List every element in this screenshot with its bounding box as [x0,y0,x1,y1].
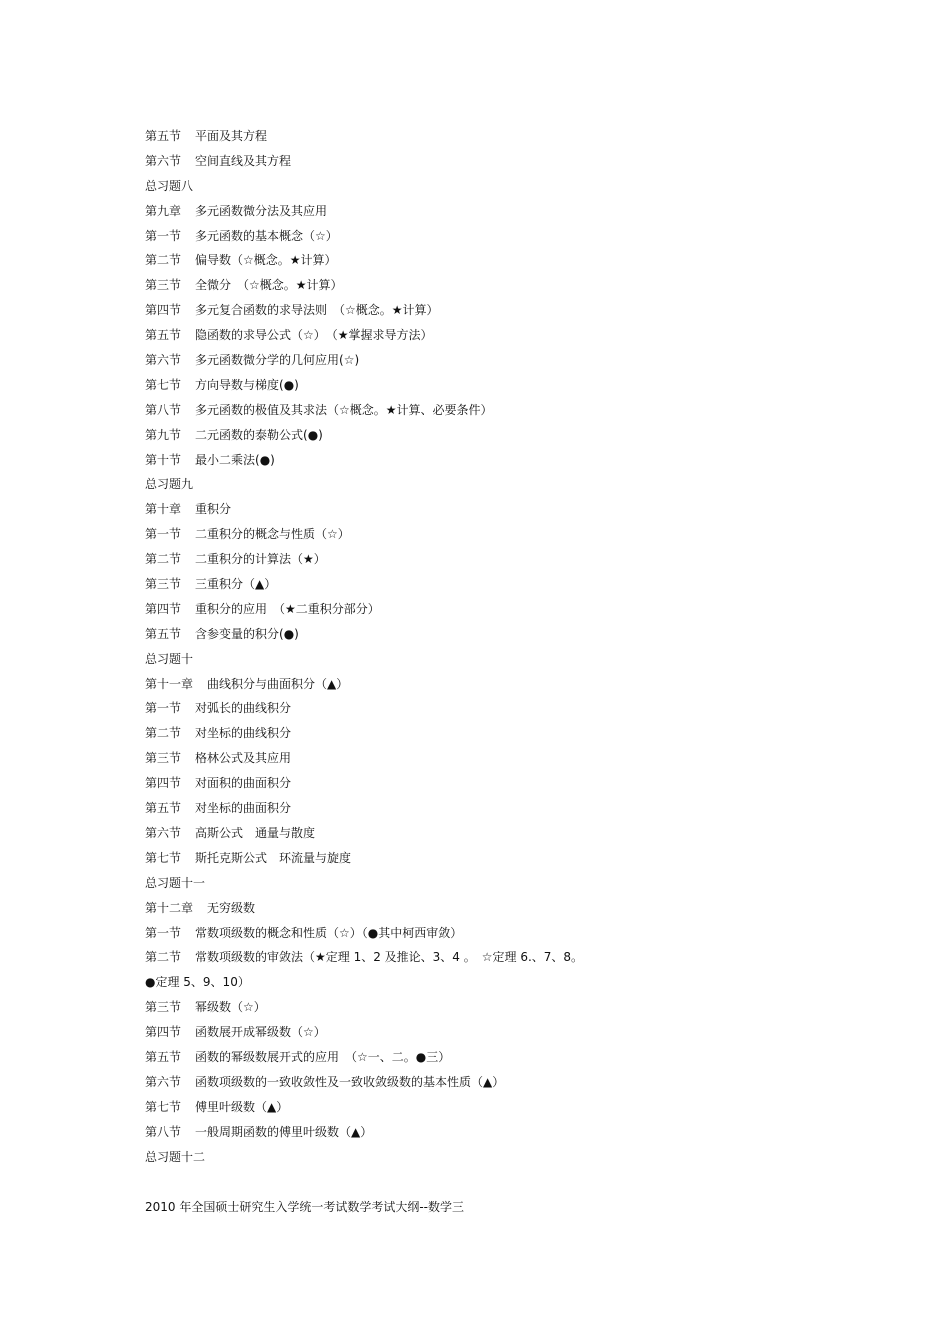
toc-entry-title: 函数的幂级数展开式的应用 （☆一、二。●三） [195,1049,451,1064]
toc-entry-number: 第五节 [145,1049,182,1064]
toc-entry [145,1074,845,1099]
toc-entry [145,700,845,725]
toc-entry-title: 含参变量的积分(●) [195,626,299,641]
toc-entry-number: 第二节 [145,552,182,567]
toc-entry-title: 二元函数的泰勒公式(●) [195,427,323,442]
toc-entry-number: 第六节 [145,1074,182,1089]
toc-entry-number: 第九节 [145,427,182,442]
toc-entry-number: 第四节 [145,776,182,791]
toc-entry-title: 偏导数（☆概念。★计算） [195,253,337,268]
toc-entry-number: 第十一章 [145,676,194,691]
toc-entry-number: 第四节 [145,303,182,318]
toc-entry [145,601,845,626]
toc-entry-number: 第十节 [145,452,182,467]
toc-entry-title: 多元函数的极值及其求法（☆概念。★计算、必要条件） [195,402,493,417]
toc-entry [145,999,845,1024]
toc-entry-title: 总习题八 [145,178,194,193]
toc-entry [145,875,845,900]
toc-entry [145,377,845,402]
toc-entry [145,974,845,999]
toc-entry-number: 第四节 [145,601,182,616]
toc-entry-number: 第九章 [145,203,182,218]
toc-entry [145,427,845,452]
toc-entry-number: 第三节 [145,577,182,592]
toc-entry [145,277,845,302]
toc-entry [145,402,845,427]
toc-entry-number: 第一节 [145,527,182,542]
toc-entry [145,128,845,153]
toc-entry [145,676,845,701]
toc-entry-title: 函数展开成幂级数（☆） [195,1025,326,1040]
toc-entry [145,1099,845,1124]
toc-entry-number: 第十二章 [145,900,194,915]
toc-entry-title: 重积分 [195,502,232,517]
toc-entry-number: 第七节 [145,1099,182,1114]
toc-entry-title: 傅里叶级数（▲） [195,1099,289,1114]
toc-entry [145,501,845,526]
toc-entry-title: 常数项级数的概念和性质（☆）（●其中柯西审敛） [195,925,463,940]
toc-entry-number: 第四节 [145,1025,182,1040]
toc-entry-number: 第七节 [145,377,182,392]
toc-entry [145,352,845,377]
toc-entry-title: 对弧长的曲线积分 [195,701,292,716]
toc-entry [145,1124,845,1149]
toc-entry [145,900,845,925]
toc-entry-title: 二重积分的概念与性质（☆） [195,527,350,542]
toc-entry-title: 平面及其方程 [195,129,268,143]
toc-entry-title: 二重积分的计算法（★） [195,552,326,567]
toc-entry-number: 第二节 [145,726,182,741]
toc-entry-title: 幂级数（☆） [195,1000,266,1015]
toc-entry-title: 常数项级数的审敛法（★定理 1、2 及推论、3、4 。 ☆定理 6.、7、8。 [195,950,584,965]
toc-entry-title: 一般周期函数的傅里叶级数（▲） [195,1124,373,1139]
toc-entry-number: 第五节 [145,626,182,641]
toc-entry-title: 全微分 （☆概念。★计算） [195,278,343,293]
syllabus-title: 2010 年全国硕士研究生入学统一考试数学考试大纲--数学三 [145,1200,465,1214]
toc-entry [145,452,845,477]
toc-entry [145,651,845,676]
toc-entry-title: 总习题九 [145,477,194,492]
toc-entry-title: 无穷级数 [207,900,256,915]
toc-entry-title: 总习题十二 [145,1149,206,1164]
toc-entry [145,178,845,203]
toc-entry [145,576,845,601]
toc-entry-number: 第七节 [145,850,182,865]
toc-entry-title: 三重积分（▲） [195,577,277,592]
toc-entry [145,327,845,352]
toc-entry-number: 第一节 [145,925,182,940]
toc-entry [145,800,845,825]
toc-entry [145,775,845,800]
toc-entry-number: 第三节 [145,1000,182,1015]
toc-entry-number: 第二节 [145,253,182,268]
toc-entry [145,526,845,551]
toc-entry [145,153,845,178]
toc-entry-title: 格林公式及其应用 [195,751,292,766]
toc-entry-title: 总习题十一 [145,875,206,890]
toc-entry-title: 多元函数的基本概念（☆） [195,228,338,243]
toc-entry-number: 第八节 [145,402,182,417]
toc-entry-number: 第五节 [145,801,182,816]
toc-entry-title: 高斯公式 通量与散度 [195,825,316,840]
toc-entry-number: 第六节 [145,153,182,168]
toc-entry-title: 隐函数的求导公式（☆） （★掌握求导方法） [195,328,433,343]
toc-entry [145,1049,845,1074]
toc-entry-title: 最小二乘法(●) [195,452,275,467]
toc-entry-title: 曲线积分与曲面积分（▲） [207,676,349,691]
toc-entry-number: 第八节 [145,1124,182,1139]
toc-entry [145,825,845,850]
table-of-contents [145,128,845,1173]
toc-entry-title: 对面积的曲面积分 [195,776,292,791]
toc-entry-title: 函数项级数的一致收敛性及一致收敛级数的基本性质（▲） [195,1074,505,1089]
toc-entry [145,302,845,327]
toc-entry-title: 多元复合函数的求导法则 （☆概念。★计算） [195,303,439,318]
toc-entry-number: 第三节 [145,751,182,766]
toc-entry-title: 重积分的应用 （★二重积分部分） [195,601,380,616]
toc-entry-number: 第五节 [145,129,182,143]
toc-entry [145,626,845,651]
toc-entry [145,750,845,775]
toc-entry [145,925,845,950]
toc-entry [145,476,845,501]
toc-entry-title: 对坐标的曲面积分 [195,801,292,816]
toc-entry [145,203,845,228]
toc-entry-title: 总习题十 [145,651,194,666]
toc-entry-title: 多元函数微分法及其应用 [195,203,328,218]
toc-entry-number: 第一节 [145,701,182,716]
toc-entry-number: 第五节 [145,328,182,343]
toc-entry [145,725,845,750]
toc-entry-number: 第十章 [145,502,182,517]
toc-entry-number: 第三节 [145,278,182,293]
toc-entry-number: 第六节 [145,825,182,840]
toc-entry-title: 多元函数微分学的几何应用(☆) [195,353,360,368]
toc-entry [145,850,845,875]
toc-entry [145,1149,845,1174]
toc-entry [145,551,845,576]
toc-entry-number: 第一节 [145,228,182,243]
toc-entry-title: 对坐标的曲线积分 [195,726,292,741]
toc-entry-title: 方向导数与梯度(●) [195,377,299,392]
toc-entry [145,1024,845,1049]
toc-entry [145,949,845,974]
toc-entry [145,252,845,277]
toc-entry-title: 空间直线及其方程 [195,153,292,168]
toc-entry [145,228,845,253]
toc-entry-title: 斯托克斯公式 环流量与旋度 [195,850,352,865]
toc-entry-number: 第六节 [145,353,182,368]
toc-entry-title: ●定理 5、9、10） [145,975,250,990]
toc-entry-number: 第二节 [145,950,182,965]
